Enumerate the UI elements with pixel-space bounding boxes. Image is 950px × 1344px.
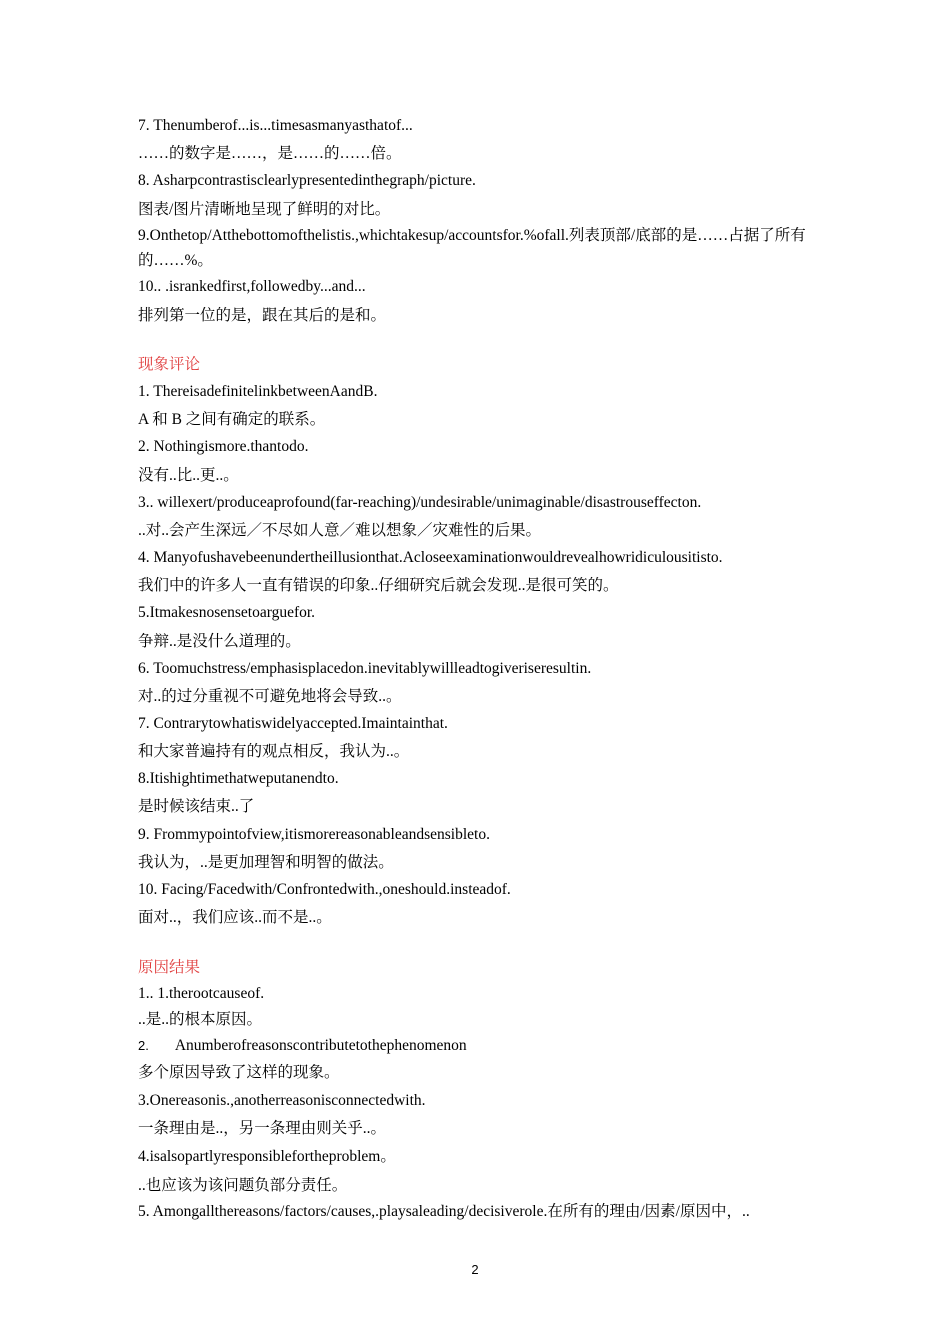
phrase-8-zh: 图表/图片清晰地呈现了鲜明的对比。 — [138, 201, 391, 218]
comment-3-en: 3.. willexert/produceaprofound(far-reaching)/undesirable/unimaginable/disastrouseffecton. — [138, 494, 702, 511]
comment-10-zh: 面对..，我们应该..而不是..。 — [138, 909, 332, 926]
comment-8-zh: 是时候该结束..了 — [138, 798, 255, 815]
comment-7-en: 7. Contrarytowhatiswidelyaccepted.Imaintainthat. — [138, 715, 448, 732]
cause-4-en: 4.isalsopartlyresponsiblefortheproblem。 — [138, 1148, 396, 1165]
comment-2-zh: 没有..比..更..。 — [138, 467, 239, 484]
comment-10-en: 10. Facing/Facedwith/Confrontedwith.,oneshould.insteadof. — [138, 881, 511, 898]
comment-9-zh: 我认为，..是更加理智和明智的做法。 — [138, 854, 394, 871]
comment-3-zh: ..对..会产生深远／不尽如人意／难以想象／灾难性的后果。 — [138, 522, 542, 539]
section-heading-cause-effect: 原因结果 — [138, 959, 201, 976]
cause-1-en: 1.. 1.therootcauseof. — [138, 985, 265, 1002]
comment-2-en: 2. Nothingismore.thantodo. — [138, 438, 309, 455]
comment-1-zh: A 和 B 之间有确定的联系。 — [138, 411, 326, 428]
phrase-7-en: 7. Thenumberof...is...timesasmanyasthatof... — [138, 117, 413, 134]
comment-8-en: 8.Itishightimethatweputanendto. — [138, 770, 339, 787]
cause-2-text: Anumberofreasonscontributetothephenomenon — [174, 1037, 467, 1054]
comment-6-en: 6. Toomuchstress/emphasisplacedon.inevitablywillleadtogiveriseresultin. — [138, 660, 592, 677]
phrase-7-zh: ……的数字是……，是……的……倍。 — [138, 145, 402, 162]
phrase-8-en: 8. Asharpcontrastisclearlypresentedinthegraph/picture. — [138, 172, 476, 189]
comment-4-zh: 我们中的许多人一直有错误的印象..仔细研究后就会发现..是很可笑的。 — [138, 577, 619, 594]
comment-5-en: 5.Itmakesnosensetoarguefor. — [138, 604, 316, 621]
cause-1-zh: ..是..的根本原因。 — [138, 1011, 263, 1028]
comment-7-zh: 和大家普遍持有的观点相反，我认为..。 — [138, 743, 410, 760]
phrase-10-en: 10.. .isrankedfirst,followedby...and... — [138, 278, 366, 295]
comment-9-en: 9. Frommypointofview,itismorereasonableandsensibleto. — [138, 826, 490, 843]
comment-1-en: 1. ThereisadefinitelinkbetweenAandB. — [138, 383, 378, 400]
cause-2-number: 2. — [138, 1038, 149, 1053]
page-number: 2 — [471, 1262, 479, 1277]
cause-5: 5. Amongallthereasons/factors/causes,.playsaleading/decisiverole.在所有的理由/因素/原因中，.. — [138, 1203, 750, 1220]
comment-6-zh: 对..的过分重视不可避免地将会导致..。 — [138, 688, 402, 705]
cause-4-zh: ..也应该为该问题负部分责任。 — [138, 1177, 348, 1194]
cause-3-zh: 一条理由是..，另一条理由则关乎..。 — [138, 1120, 387, 1137]
cause-2-zh: 多个原因导致了这样的现象。 — [138, 1064, 340, 1081]
cause-2-en — [138, 1036, 467, 1056]
phrase-10-zh: 排列第一位的是，跟在其后的是和。 — [138, 307, 387, 324]
comment-5-zh: 争辩..是没什么道理的。 — [138, 633, 301, 650]
phrase-9: 9.Onthetop/Atthebottomofthelistis.,whichtakesup/accountsfor.%ofall.列表顶部/底部的是……占据了所有的……%。 — [138, 227, 806, 269]
section-heading-phenomenon: 现象评论 — [138, 356, 201, 373]
comment-4-en: 4. Manyofushavebeenundertheillusionthat.Acloseexaminationwouldrevealhowridiculousitisto. — [138, 549, 723, 566]
cause-3-en: 3.Onereasonis.,anotherreasonisconnectedwith. — [138, 1092, 426, 1109]
